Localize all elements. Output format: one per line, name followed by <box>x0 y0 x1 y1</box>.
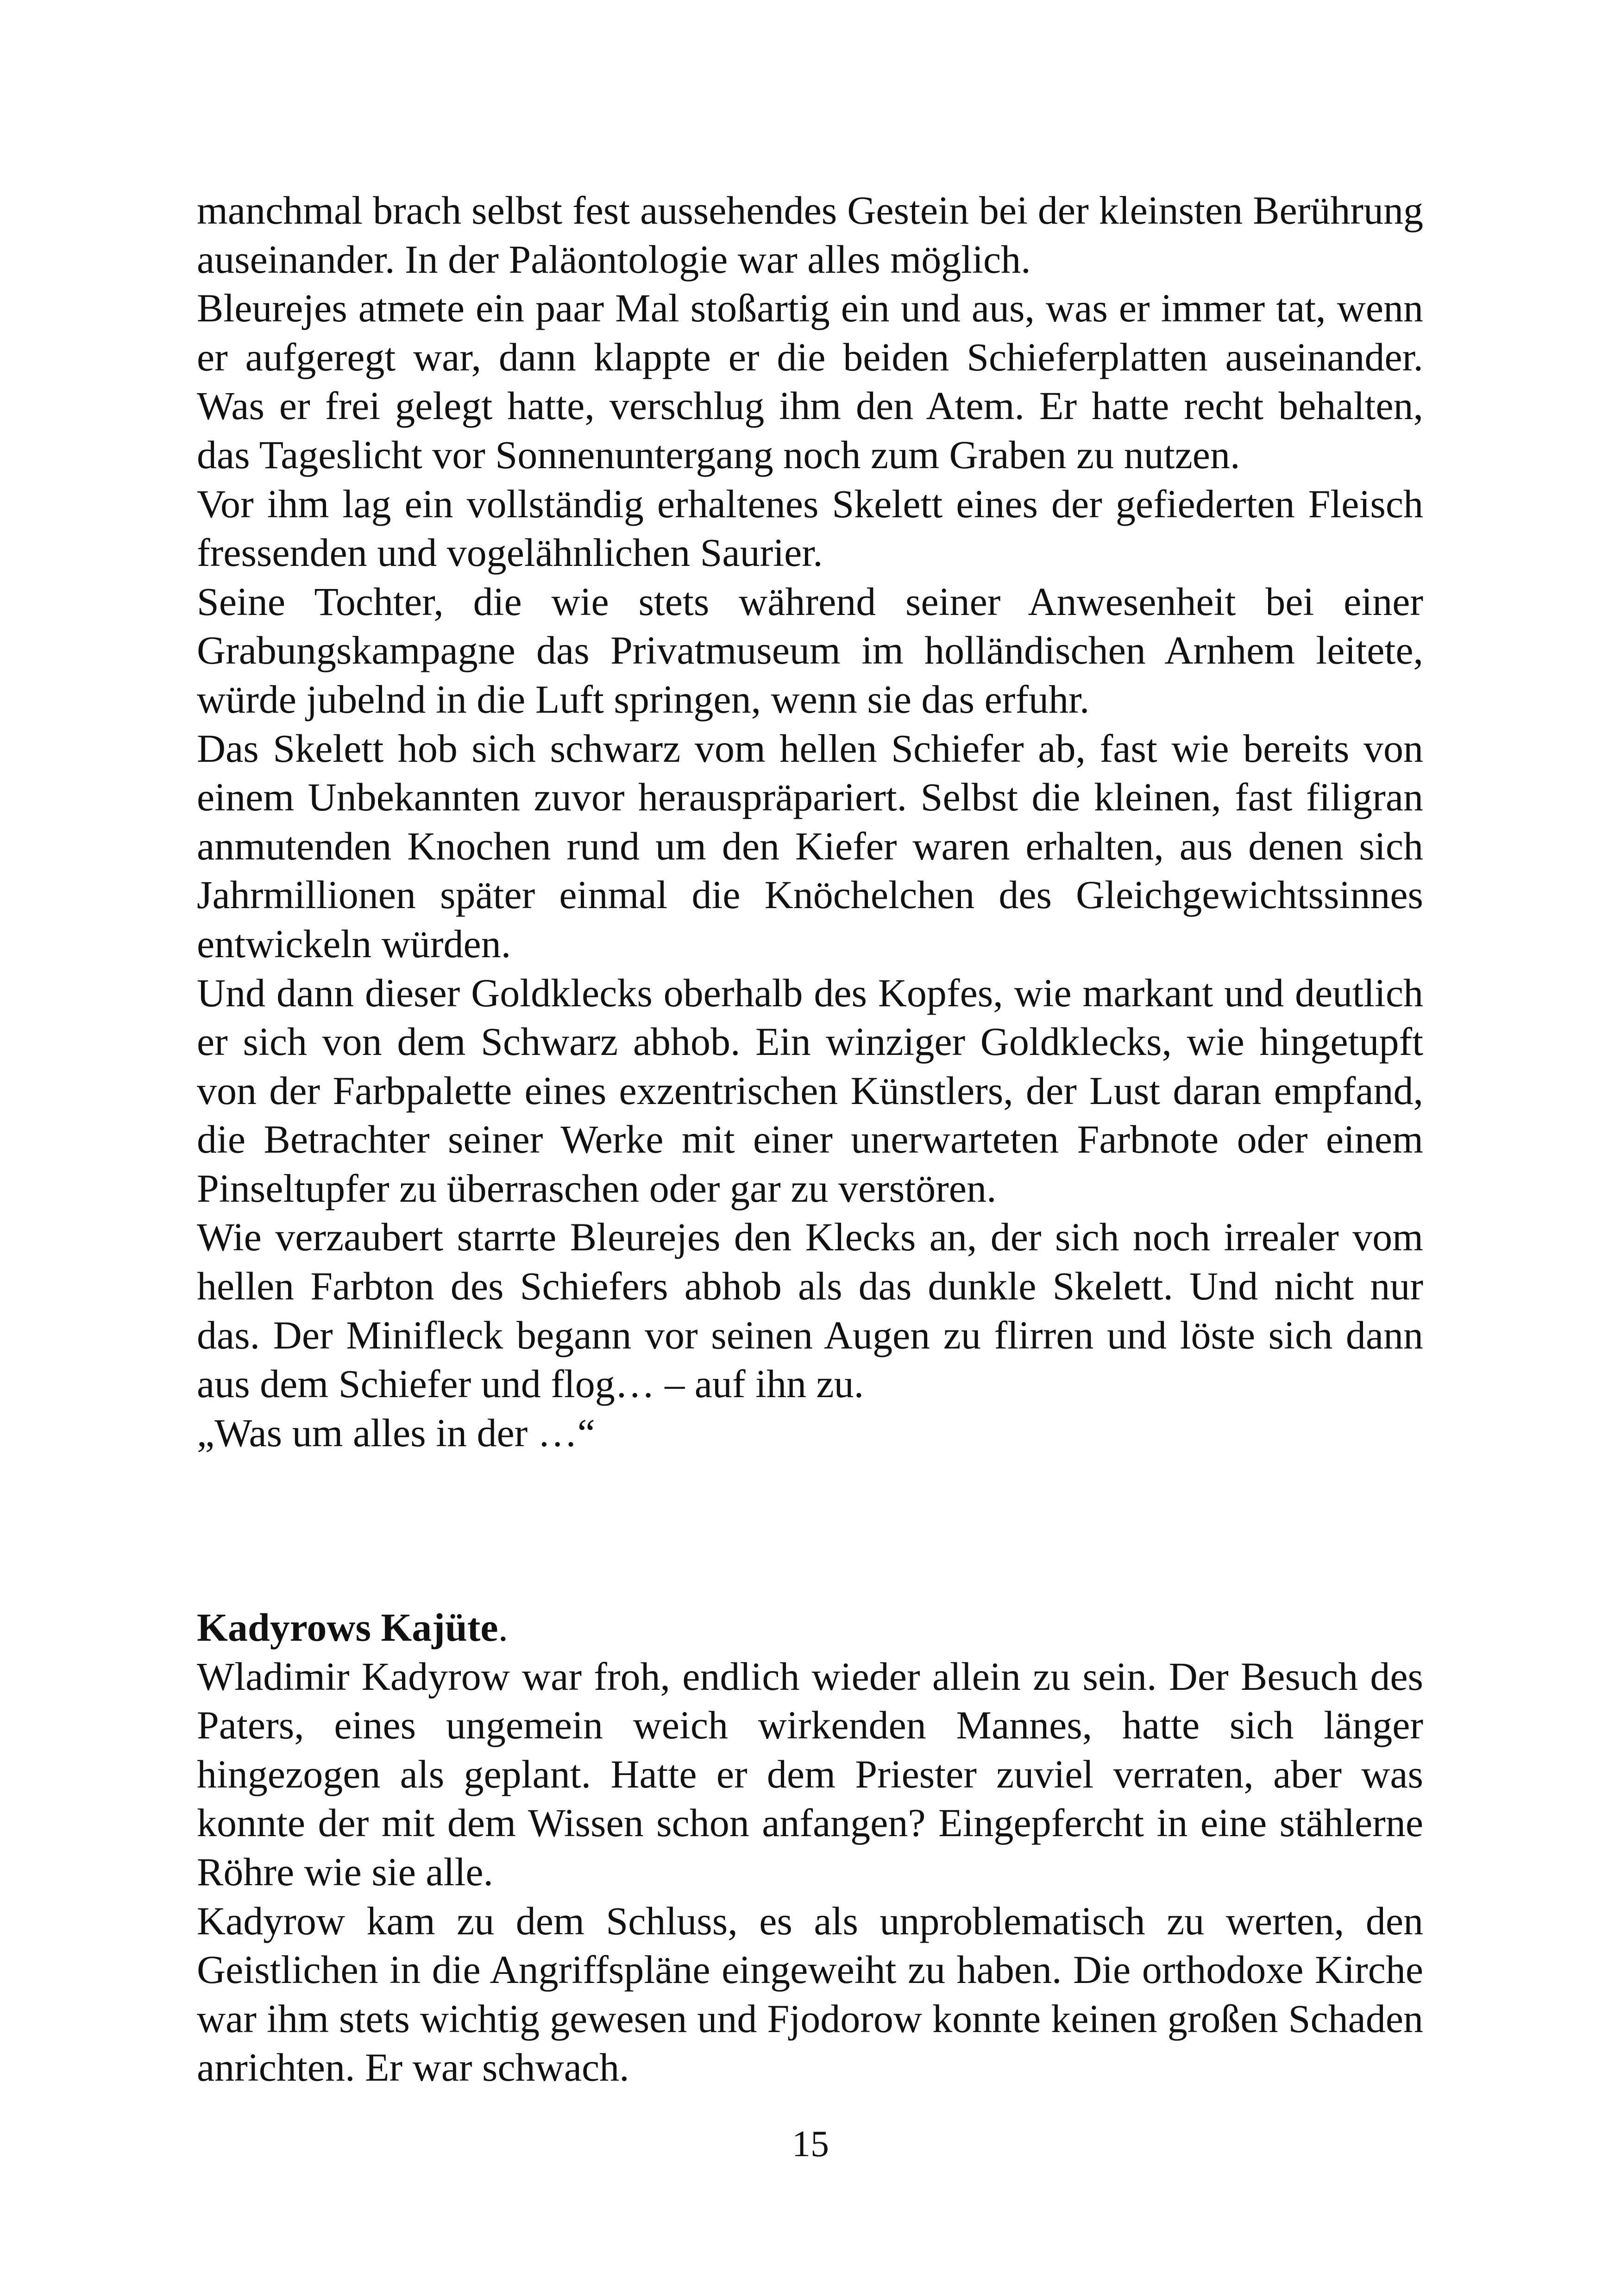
paragraph: Bleurejes atmete ein paar Mal stoßartig ein und aus, was er immer tat, wenn er aufgeregt war, dann klappte er die beiden Schieferplatten auseinander. Was er frei gelegt hatte, verschlug ihm den Atem. Er hatte recht behalten, das Tageslicht vor Sonnenuntergang noch zum Graben zu nutzen. <box>197 286 1423 477</box>
paragraph: Kadyrow kam zu dem Schluss, es als unproblematisch zu werten, den Geistlichen in die Angriffspläne eingeweiht zu haben. Die orthodoxe Kirche war ihm stets wichtig gewesen und Fjodorow konnte keinen großen Schaden anrichten. Er war schwach. <box>197 1898 1423 2090</box>
paragraph: Vor ihm lag ein vollständig erhaltenes Skelett eines der gefiederten Fleisch fressenden und vogelähnlichen Saurier. <box>197 481 1423 575</box>
paragraph: Wladimir Kadyrow war froh, endlich wieder allein zu sein. Der Besuch des Paters, eines ungemein weich wirkenden Mannes, hatte sich länger hingezogen als geplant. Hatte er dem Priester zuviel verraten, aber was konnte der mit dem Wissen schon anfangen? Eingepfercht in eine stählerne Röhre wie sie alle. <box>197 1654 1423 1894</box>
section-heading-text: Kadyrows Kajüte <box>197 1605 498 1650</box>
page-number: 15 <box>792 2124 829 2164</box>
text-block-top <box>197 186 1423 1457</box>
section-heading-punct: . <box>498 1605 509 1650</box>
section-heading <box>197 1603 1423 1652</box>
text-block-bottom <box>197 1603 1423 2092</box>
paragraph: „Was um alles in der …“ <box>197 1410 595 1455</box>
paragraph: Seine Tochter, die wie stets während seiner Anwesenheit bei einer Grabungskampagne das Privatmuseum im holländischen Arnhem leitete, würde jubelnd in die Luft springen, wenn sie das erfuhr. <box>197 579 1423 721</box>
paragraph: manchmal brach selbst fest aussehendes Gestein bei der kleinsten Berührung auseinander. In der Paläontologie war alles möglich. <box>197 188 1423 282</box>
paragraph: Wie verzaubert starrte Bleurejes den Klecks an, der sich noch irrealer vom hellen Farbton des Schiefers abhob als das dunkle Skelett. Und nicht nur das. Der Minifleck begann vor seinen Augen zu flirren und löste sich dann aus dem Schiefer und flog… – auf ihn zu. <box>197 1215 1423 1406</box>
paragraph: Das Skelett hob sich schwarz vom hellen Schiefer ab, fast wie bereits von einem Unbekannten zuvor herauspräpariert. Selbst die kleinen, fast filigran anmutenden Knochen rund um den Kiefer waren erhalten, aus denen sich Jahrmillionen später einmal die Knöchelchen des Gleichgewichtssinnes entwickeln würden. <box>197 726 1423 966</box>
paragraph: Und dann dieser Goldklecks oberhalb des Kopfes, wie markant und deutlich er sich von dem Schwarz abhob. Ein winziger Goldklecks, wie hingetupft von der Farbpalette eines exzentrischen Künstlers, der Lust daran empfand, die Betrachter seiner Werke mit einer unerwarteten Farbnote oder einem Pinseltupfer zu überraschen oder gar zu verstören. <box>197 970 1423 1211</box>
